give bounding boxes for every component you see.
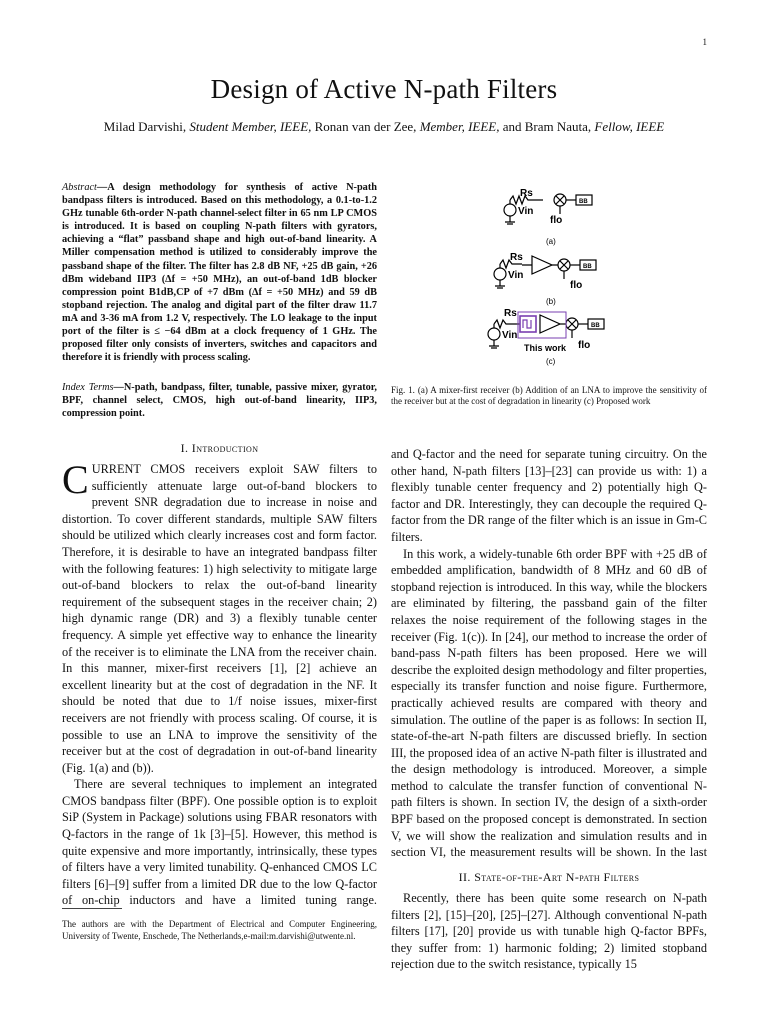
author-3-role: Fellow, IEEE (594, 119, 665, 134)
paper-title: Design of Active N-path Filters (210, 74, 558, 104)
bb-label: BB (591, 323, 600, 329)
page-number: 1 (702, 37, 707, 47)
paragraph: Recently, there has been quite some research on N-path filters [2], [15]–[20], [25]–[27]. Although conventional N-path filters [17], [20] provide us with tunable high Q-factor BPFs, they suffer from: 1) harmonic folding; 2) limited stopband rejection due to the switch resistance, typically 15 (391, 891, 707, 972)
section-2-heading: II. State-of-the-Art N-path Filters (458, 870, 640, 884)
flo-label: flo (570, 280, 583, 291)
rs-label: Rs (520, 188, 533, 199)
index-terms-lead: Index Terms (62, 382, 114, 393)
footnote: The authors are with the Department of Electrical and Computer Engineering, University of Twente, Enschede, The Netherlands,e-mail:m.darvishi@utwente.nl. (62, 919, 377, 941)
abstract-text: —A design methodology for synthesis of active N-path bandpass filters is introduced. Based on this methodology, a 0.1-to-1.2 GHz tunable 6th-order N-path channel-select filter in 65 nm LP CMOS is introduced. It is based on coupling N-path filters with gyrators, achieving a “flat” passband shape and high out-of-band linearity. A Miller compensation method is utilized to considerably improve the passband shape of the filter. The filter has 2.8 dB NF, +25 dB gain, +26 dBm wideband IIP3 (Δf = +50 MHz), an out-of-band 1dB blocker compression point B1dB,CP of +7 dBm (Δf = +50 MHz) and 59 dB stopband rejection. The analog and digital part of the filter draw 11.7 mA and 3-36 mA from 1.2 V, respectively. The LO leakage to the input port of the filter is ≤ −64 dBm at a clock frequency of 1 GHz. The proposed filter only consists of inverters, switches and capacitors and therefore it is friendly with process scaling. (62, 182, 377, 364)
index-terms-text: —N-path, bandpass, filter, tunable, passive mixer, gyrator, BPF, channel select, CMOS, high out-of-band linearity, IIP3, compression point. (62, 382, 377, 420)
abstract-lead: Abstract (62, 182, 97, 193)
author-1: Milad Darvishi, (103, 119, 187, 134)
author-1-role: Student Member, IEEE, (189, 119, 312, 134)
figure-1-caption: Fig. 1. (a) A mixer-first receiver (b) Addition of an LNA to improve the sensitivity of the receiver but at the cost of degradation in linearity (c) Proposed work (391, 385, 707, 407)
vin-label: Vin (502, 330, 518, 341)
author-line (0, 119, 768, 135)
footnote-rule (62, 908, 122, 909)
bb-label: BB (583, 264, 592, 270)
figure-1-diagram (480, 186, 630, 368)
paragraph: In this work, a widely-tunable 6th order BPF with +25 dB of embedded amplification, bandwidth of 8 MHz and 60 dB of stopband rejection is introduced. In this way, while the blockers are eliminated by filtering, the passband gain of the filter relaxes the noise requirement of the following stages in the receiver (Fig. 1(c)). In [24], our method to increase the order of band-pass N-path filters has been proposed. Here we will describe the exploited design methodology and filter properties, especially its transfer function and noise figure. Furthermore, practically achieved results are compared with theory and simulation. The outline of the paper is as follows: In section II, state-of-the-art N-path filters are discussed briefly. In section III, the proposed idea of an active N-path filter is illustrated and the design methodology is introduced. Moreover, a simple method to calculate the transfer function of conventional N-path filters is shown. In section IV, the design of a sixth-order BPF based on the proposed concept is demonstrated. In section V, we will show the realization and simulation results and in section VI, the measurement results will be shown. In the last (391, 546, 707, 859)
section-1-body-left (62, 461, 377, 907)
paragraph: and Q-factor and the need for separate tuning circuitry. On the other hand, N-path filters [13]–[23] can provide us with: 1) a flexibly tunable center frequency and 2) potentially high Q-factor and DR. Interestingly, they can decouple the required Q-factor from the DR range of the filter which is an issue in Gm-C filters. (391, 447, 707, 544)
sub-figure-c-label: (c) (546, 357, 556, 366)
drop-cap: C (62, 461, 89, 502)
rs-label: Rs (504, 308, 517, 319)
section-1-body-right (391, 446, 707, 859)
author-2-role: Member, IEEE, (419, 119, 500, 134)
section-1-heading: I. Introduction (180, 441, 259, 455)
abstract (62, 181, 377, 364)
author-3: and Bram Nauta, (502, 119, 592, 134)
author-2: Ronan van der Zee, (314, 119, 417, 134)
flo-label: flo (578, 340, 591, 351)
this-work-label: This work (524, 343, 567, 353)
sub-figure-a-label: (a) (546, 237, 556, 246)
flo-label: flo (550, 215, 563, 226)
vin-label: Vin (508, 270, 524, 281)
paragraph: CURRENT CMOS receivers exploit SAW filters to sufficiently attenuate large out-of-band blockers to prevent SNR degradation due to increase in noise and distortion. To cover different standards, multiple SAW filters should be utilized which clearly increases cost and form factor. Therefore, it is desirable to have an integrated bandpass filter with the following features: 1) high selectivity to mitigate large out-of-band blockers to relax the out-of-band linearity requirement of the subsequent stages in the receiver chain; 2) high dynamic range (DR) and 3) a flexibly tunable center frequency. A simple yet effective way to enhance the linearity of the receiver is to eliminate the LNA from the receiver chain. In this manner, mixer-first receivers [1], [2] achieve an excellent linearity but at the cost of degradation in the NF. It should be noted that due to 1/f noise issues, mixer-first receivers are not friendly with process scaling. Of course, it is possible to use an LNA to improve the sensitivity of the receiver but at the cost of degradation in out-of-band linearity (Fig. 1(a) and (b)). (62, 461, 377, 775)
vin-label: Vin (518, 206, 534, 217)
rs-label: Rs (510, 252, 523, 263)
section-2-body (391, 890, 707, 976)
bb-label: BB (579, 199, 588, 205)
sub-figure-b-label: (b) (546, 297, 556, 306)
index-terms (62, 381, 377, 420)
paragraph: There are several techniques to implement an integrated CMOS bandpass filter (BPF). One possible option is to exploit SiP (System in Package) solutions using FBAR resonators with Q-factors in the range of 1k [3]–[5]. However, this method is quite expensive and more importantly, intrinsically, these types of filters have a very limited tunability. Q-enhanced CMOS LC filters [6]–[9] suffer from a limited DR due to the low Q-factor of on-chip inductors and have a limited tuning range. (62, 777, 377, 907)
